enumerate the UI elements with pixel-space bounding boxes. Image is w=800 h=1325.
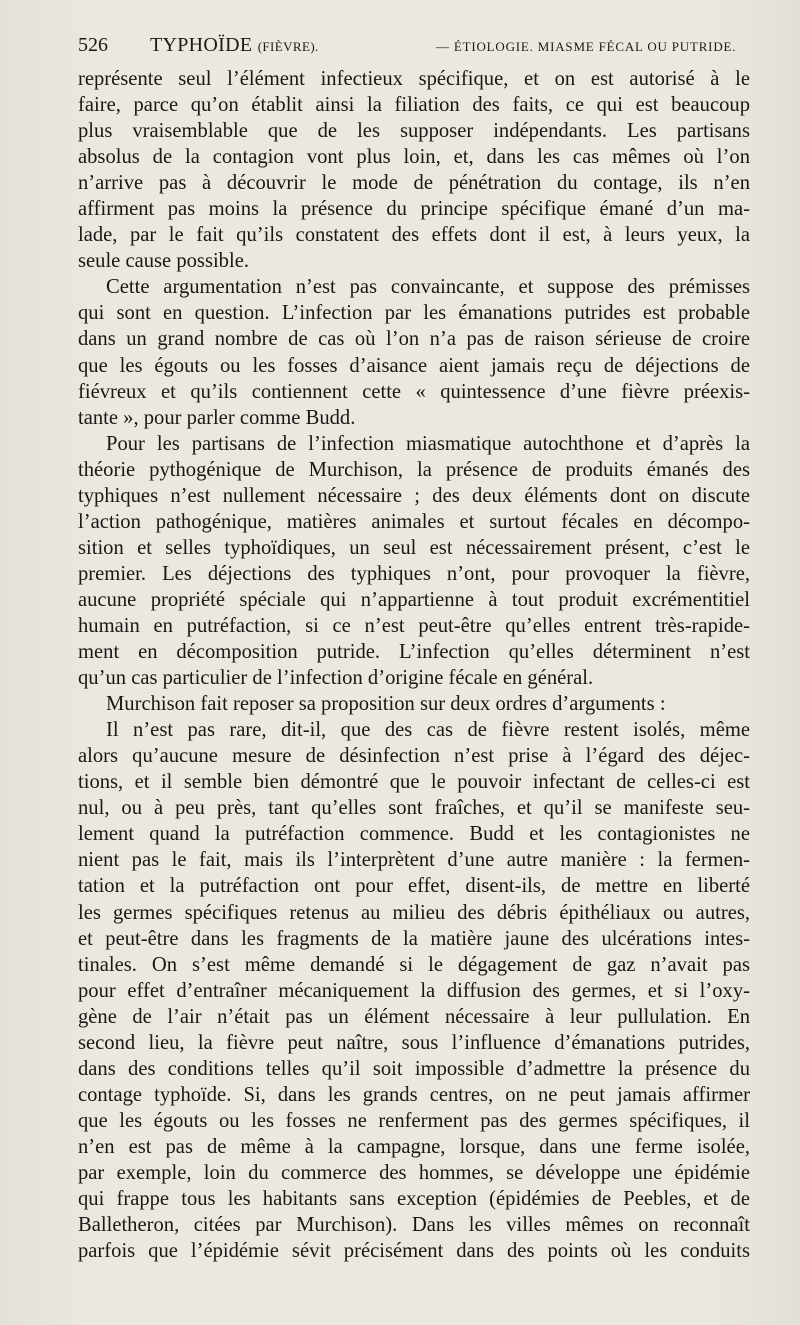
- text-line: Pour les partisans de l’infection miasmatique autochthone et d’après la: [106, 432, 750, 455]
- body-text: [78, 66, 750, 1264]
- title-main: TYPHOÏDE: [150, 34, 253, 56]
- title-paren: (FIÈVRE).: [257, 39, 319, 54]
- text-line: humain en putréfaction, si ce n’est peut-être qu’elles entrent très-rapide-: [78, 614, 750, 637]
- text-line: premier. Les déjections des typhiques n’ont, pour provoquer la fièvre,: [78, 562, 750, 585]
- text-line: qui frappe tous les habitants sans exception (épidémies de Peebles, et de: [78, 1188, 750, 1211]
- text-line: parfois que l’épidémie sévit précisément dans des points où les conduits: [78, 1240, 750, 1263]
- text-line: alors qu’aucune mesure de désinfection n’est prise à l’égard des déjec-: [78, 745, 750, 768]
- text-line: représente seul l’élément infectieux spécifique, et on est autorisé à le: [78, 68, 750, 90]
- text-line: pour effet d’entraîner mécaniquement la diffusion des germes, et si l’oxy-: [78, 979, 750, 1002]
- text-line: Il n’est pas rare, dit-il, que des cas de fièvre restent isolés, même: [106, 719, 750, 742]
- text-line: ment en décomposition putride. L’infection qu’elles déterminent n’est: [78, 641, 750, 664]
- text-line: second lieu, la fièvre peut naître, sous l’influence d’émanations putrides,: [78, 1031, 750, 1054]
- text-line: que les égouts ou les fosses ne renferment pas des germes spécifiques, il: [78, 1109, 750, 1132]
- text-line: Murchison fait reposer sa proposition sur deux ordres d’arguments :: [106, 693, 666, 716]
- text-line: typhiques n’est nullement nécessaire ; des deux éléments dont on discute: [78, 484, 750, 507]
- page-number: 526: [78, 34, 108, 56]
- text-line: lement quand la putréfaction commence. Budd et les contagionistes ne: [78, 823, 750, 846]
- text-line: Balletheron, citées par Murchison). Dans les villes mêmes on reconnaît: [78, 1214, 750, 1237]
- text-line: contage typhoïde. Si, dans les grands centres, on ne peut jamais affirmer: [78, 1083, 750, 1106]
- text-line: et peut-être dans les fragments de la matière jaune des ulcérations intes-: [78, 927, 750, 950]
- text-line: sition et selles typhoïdiques, un seul est nécessairement présent, c’est le: [78, 536, 750, 559]
- text-line: tante », pour parler comme Budd.: [78, 406, 356, 429]
- text-line: absolus de la contagion vont plus loin, et, dans les cas mêmes où l’on: [78, 146, 750, 169]
- text-line: plus vraisemblable que de les supposer indépendants. Les partisans: [78, 120, 750, 143]
- text-line: dans des conditions telles qu’il soit impossible d’admettre la présence du: [78, 1057, 750, 1080]
- text-line: seule cause possible.: [78, 250, 249, 273]
- text-line: gène de l’air n’était pas un élément nécessaire à leur pullulation. En: [78, 1005, 750, 1028]
- running-header: [78, 34, 768, 60]
- text-line: aucune propriété spéciale qui n’appartienne à tout produit excrémentitiel: [78, 588, 750, 611]
- text-line: par exemple, loin du commerce des hommes, se développe une épidémie: [78, 1161, 750, 1184]
- text-line: théorie pythogénique de Murchison, la présence de produits émanés des: [78, 458, 750, 481]
- text-line: n’en est pas de même à la campagne, lorsque, dans une ferme isolée,: [78, 1135, 750, 1158]
- text-line: qui sont en question. L’infection par les émanations putrides est probable: [78, 302, 750, 325]
- running-subtitle: — ÉTIOLOGIE. MIASME FÉCAL OU PUTRIDE.: [436, 39, 737, 54]
- text-line: tinales. On s’est même demandé si le dégagement de gaz n’avait pas: [78, 953, 750, 976]
- text-line: affirment pas moins la présence du principe spécifique émané d’un ma-: [78, 198, 750, 221]
- text-line: n’arrive pas à découvrir le mode de pénétration du contage, ils n’en: [78, 172, 750, 195]
- text-line: faire, parce qu’on établit ainsi la filiation des faits, ce qui est beaucoup: [78, 94, 750, 117]
- text-line: nul, ou à peu près, tant qu’elles sont fraîches, et qu’il se manifeste seu-: [78, 797, 750, 820]
- text-line: lade, par le fait qu’ils constatent des effets dont il est, à leurs yeux, la: [78, 224, 750, 247]
- text-line: Cette argumentation n’est pas convaincante, et suppose des prémisses: [106, 276, 750, 299]
- text-line: dans un grand nombre de cas où l’on n’a pas de raison sérieuse de croire: [78, 328, 750, 351]
- text-line: l’action pathogénique, matières animales et surtout fécales en décompo-: [78, 510, 750, 533]
- text-line: tions, et il semble bien démontré que le pouvoir infectant de celles-ci est: [78, 771, 750, 794]
- text-line: tation et la putréfaction ont pour effet, disent-ils, de mettre en liberté: [78, 875, 750, 898]
- text-line: que les égouts ou les fosses d’aisance aient jamais reçu de déjections de: [78, 354, 750, 377]
- text-line: les germes spécifiques retenus au milieu des débris épithéliaux ou autres,: [78, 901, 750, 924]
- text-line: fiévreux et qu’ils contiennent cette « quintessence d’une fièvre préexis-: [78, 380, 750, 403]
- text-line: nient pas le fait, mais ils l’interprètent d’une autre manière : la fermen-: [78, 849, 750, 872]
- text-line: qu’un cas particulier de l’infection d’origine fécale en général.: [78, 667, 594, 690]
- running-title: [150, 34, 319, 57]
